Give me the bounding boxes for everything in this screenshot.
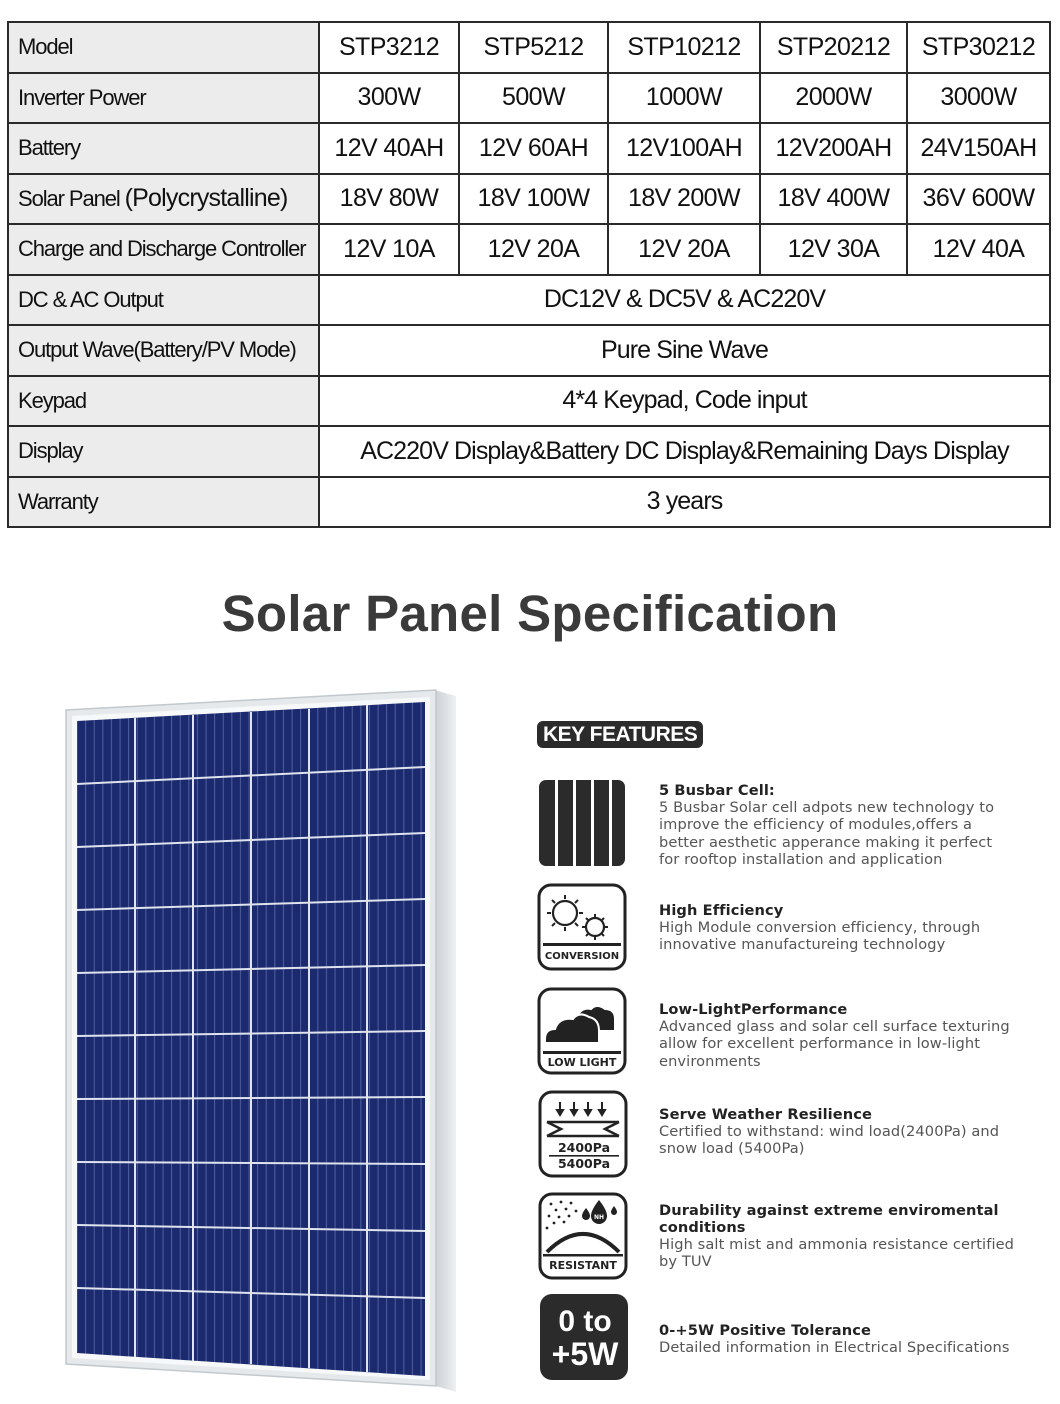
feature-desc: High salt mist and ammonia resistance certified by TUV [659,1236,1015,1271]
table-cell: 12V 10A [319,224,459,275]
row-label: Inverter Power [8,73,319,124]
table-cell: 36V 600W [907,174,1050,225]
feature-title: 0-+5W Positive Tolerance [659,1322,871,1339]
salt-mist-icon [537,1192,629,1284]
table-cell: 12V 60AH [459,123,608,174]
row-label: DC & AC Output [8,275,319,326]
table-cell: 18V 80W [319,174,459,225]
table-cell: 1000W [608,73,760,124]
solar-panel-image [64,688,460,1396]
table-cell: DC12V & DC5V & AC220V [319,275,1050,326]
feature-desc: Detailed information in Electrical Specifications [659,1339,1010,1356]
table-cell: 18V 100W [459,174,608,225]
table-row-dc-ac-output [8,275,1050,326]
icon-label: CONVERSION [544,951,620,962]
row-label-main: Solar Panel [18,186,125,212]
table-row-warranty [8,477,1050,528]
row-label: Keypad [8,376,319,427]
model-cell: STP3212 [319,22,459,73]
inverter-spec-table [7,21,1051,528]
feature-title: High Efficiency [659,902,784,919]
icon-label: LOW LIGHT [547,1056,617,1069]
table-row-controller [8,224,1050,275]
table-cell: 500W [459,73,608,124]
row-label [8,174,319,225]
table-row-solar-panel [8,174,1050,225]
feature-desc: Certified to withstand: wind load(2400Pa) and snow load (5400Pa) [659,1123,1000,1158]
feature-desc: High Module conversion efficiency, through innovative manufactureing technology [659,919,981,954]
table-row-display [8,426,1050,477]
busbar-icon [537,778,629,870]
table-row-battery [8,123,1050,174]
table-cell: 12V 40A [907,224,1050,275]
gears-icon [537,883,629,975]
row-label: Output Wave(Battery/PV Mode) [8,325,319,376]
feature-title: Low-LightPerformance [659,1001,848,1018]
table-cell: 2000W [760,73,907,124]
table-cell: Pure Sine Wave [319,325,1050,376]
table-cell: 24V150AH [907,123,1050,174]
feature-title: Serve Weather Resilience [659,1106,873,1123]
pressure-load-icon [537,1090,629,1182]
feature-desc: 5 Busbar Solar cell adpots new technology to improve the efficiency of modules,offers a better aesthetic apperance making it perfect for rooftop installation and application [659,799,995,868]
table-cell: 12V 30A [760,224,907,275]
table-cell: 18V 400W [760,174,907,225]
table-cell: 300W [319,73,459,124]
table-cell: 3000W [907,73,1050,124]
table-row-output-wave [8,325,1050,376]
solar-panel-icon [64,688,460,1396]
table-cell: AC220V Display&Battery DC Display&Remaining Days Display [319,426,1050,477]
model-cell: STP30212 [907,22,1050,73]
feature-title: Durability against extreme enviromental conditions [659,1202,999,1236]
key-features-badge: KEY FEATURES [537,721,703,748]
icon-label-top: 2400Pa [557,1140,611,1155]
model-cell: STP10212 [608,22,760,73]
table-cell: 12V100AH [608,123,760,174]
tolerance-label-bottom: +5W [551,1336,619,1372]
clouds-icon [537,987,629,1079]
table-cell: 12V 20A [608,224,760,275]
icon-label: RESISTANT [549,1259,617,1272]
row-label: Warranty [8,477,319,528]
row-label: Display [8,426,319,477]
table-cell: 3 years [319,477,1050,528]
icon-label-bottom: 5400Pa [557,1156,611,1171]
row-label: Model [8,22,319,73]
table-cell: 18V 200W [608,174,760,225]
table-cell: 4*4 Keypad, Code input [319,376,1050,427]
section-title: Solar Panel Specification [221,585,839,642]
row-label: Charge and Discharge Controller [8,224,319,275]
feature-desc: Advanced glass and solar cell surface texturing allow for excellent performance in low-light environments [659,1018,1010,1070]
table-row-model [8,22,1050,73]
tolerance-icon [537,1293,629,1385]
feature-title: 5 Busbar Cell: [659,782,775,799]
row-label-extra: (Polycrystalline) [124,184,288,213]
table-row-inverter-power [8,73,1050,124]
drop-label: NH [593,1214,605,1221]
model-cell: STP20212 [760,22,907,73]
row-label: Battery [8,123,319,174]
tolerance-label-top: 0 to [558,1305,612,1338]
table-cell: 12V 20A [459,224,608,275]
model-cell: STP5212 [459,22,608,73]
table-cell: 12V200AH [760,123,907,174]
table-cell: 12V 40AH [319,123,459,174]
table-row-keypad [8,376,1050,427]
